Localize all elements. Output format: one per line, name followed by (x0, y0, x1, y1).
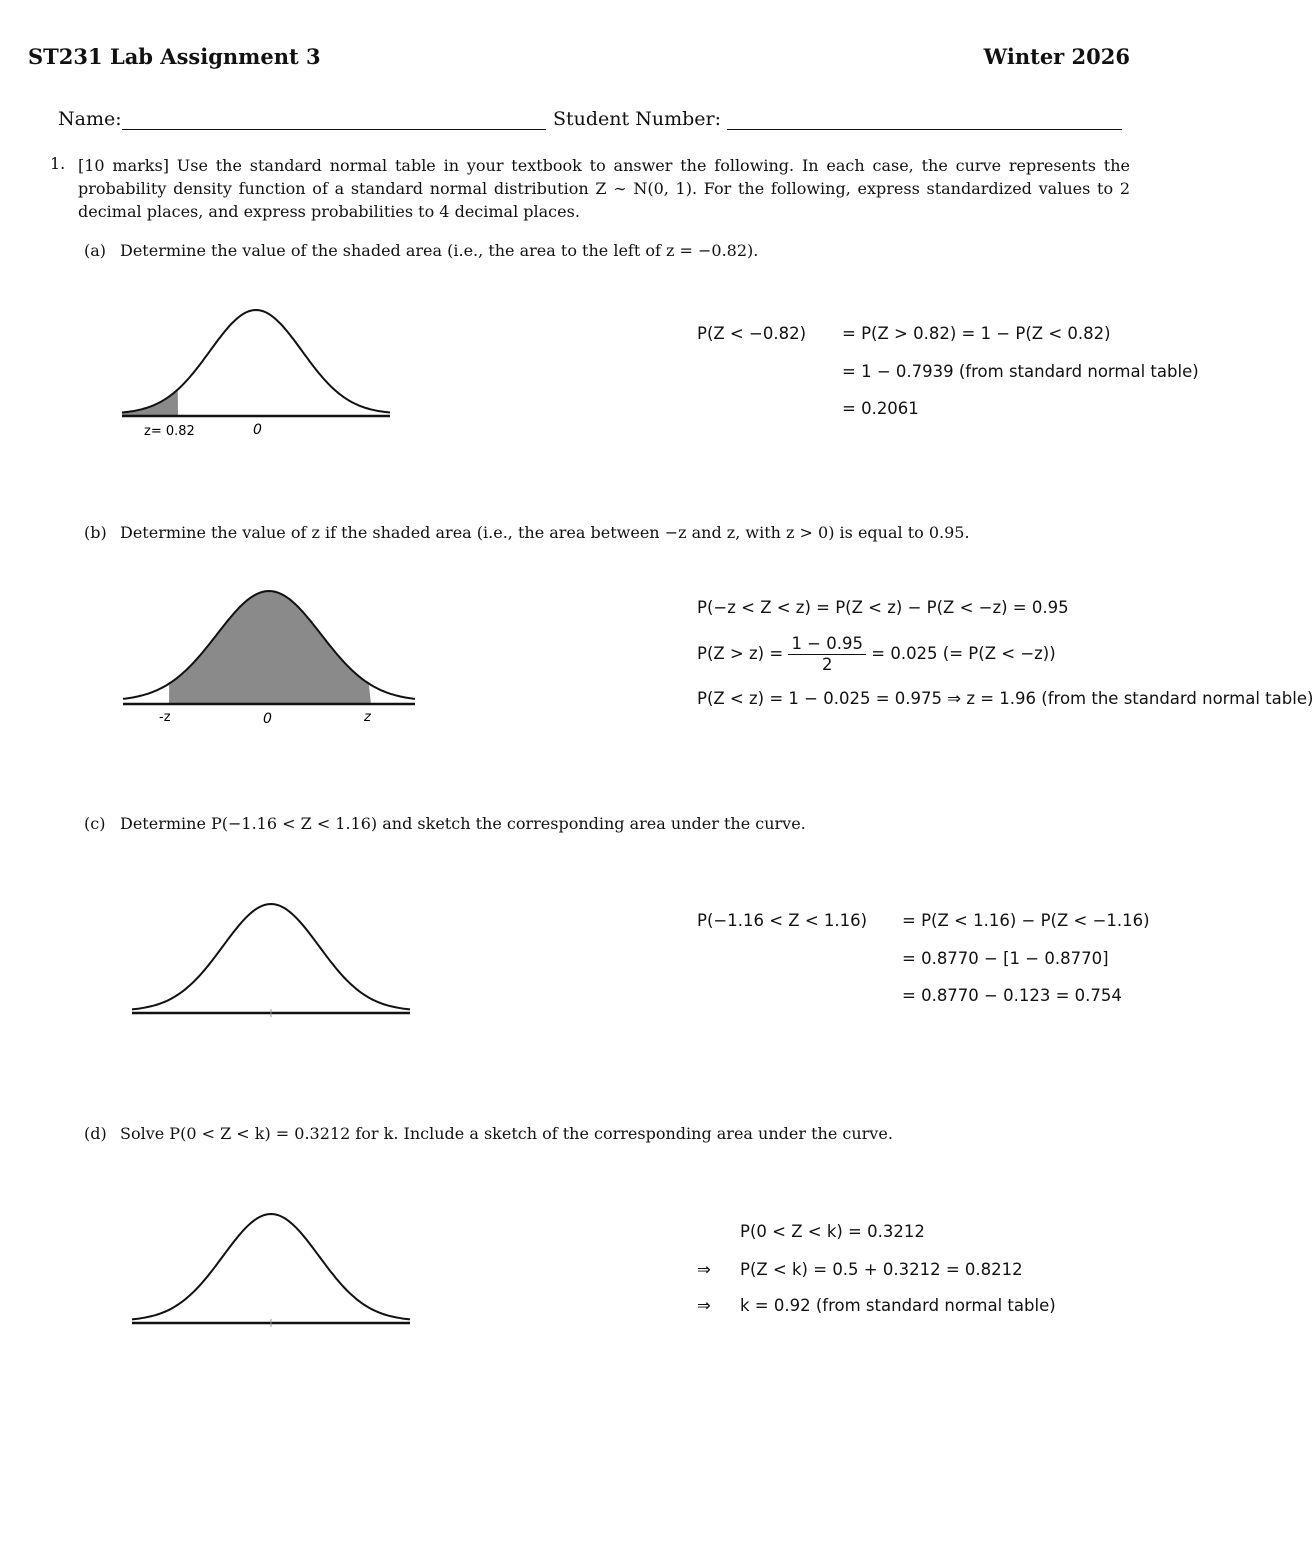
part-a-solution-line1: = P(Z > 0.82) = 1 − P(Z < 0.82) (842, 324, 1111, 343)
part-a-curve (122, 310, 390, 413)
part-b-line2-lhs: P(Z > z) = (697, 644, 784, 663)
part-b-label: (b) (84, 523, 107, 542)
part-d-normal-curve (125, 1205, 420, 1335)
part-a-solution-line2: = 1 − 0.7939 (from standard normal table) (842, 362, 1199, 381)
part-b-neg-z-label: -z (159, 710, 171, 725)
part-d-arrow-2: ⇒ (697, 1296, 711, 1315)
part-d-arrow-1: ⇒ (697, 1260, 711, 1279)
name-label: Name: (58, 108, 122, 130)
part-d-solution-line1: P(0 < Z < k) = 0.3212 (740, 1222, 925, 1241)
question-text: [10 marks] Use the standard normal table in your textbook to answer the following. In each case, the curve represents the probability density function of a standard normal distribution Z ∼ N(0, 1). For the following, express standardized values to 2 decimal places, and express probabilities to 4 decimal places. (78, 156, 1130, 221)
part-a-zero-label: 0 (253, 422, 262, 438)
student-number-blank-line[interactable] (727, 129, 1122, 130)
part-a-z-label: z= 0.82 (144, 424, 195, 439)
term-label: Winter 2026 (983, 44, 1130, 69)
part-b-pos-z-label: z (364, 710, 371, 725)
part-a-solution-line3: = 0.2061 (842, 399, 919, 418)
part-b-prompt: Determine the value of z if the shaded area (i.e., the area between −z and z, with z > 0) is equal to 0.95. (120, 523, 970, 542)
part-b-line2-rhs: = 0.025 (= P(Z < −z)) (871, 644, 1056, 663)
part-a-solution-lhs: P(Z < −0.82) (697, 324, 807, 343)
part-d-prompt: Solve P(0 < Z < k) = 0.3212 for k. Include a sketch of the corresponding area under the curve. (120, 1124, 893, 1143)
part-d-solution-line3: k = 0.92 (from standard normal table) (740, 1296, 1056, 1315)
part-a-prompt: Determine the value of the shaded area (i.e., the area to the left of z = −0.82). (120, 241, 759, 260)
part-b-shaded-area (169, 591, 371, 704)
part-c-label: (c) (84, 814, 106, 833)
part-d-curve (132, 1214, 410, 1319)
part-c-solution-line2: = 0.8770 − [1 − 0.8770] (902, 949, 1109, 968)
part-b-zero-label: 0 (263, 711, 272, 727)
part-b-solution-line1: P(−z < Z < z) = P(Z < z) − P(Z < −z) = 0.95 (697, 598, 1069, 617)
part-b-fraction-numerator: 1 − 0.95 (788, 634, 866, 655)
part-b-solution-line3: P(Z < z) = 1 − 0.025 = 0.975 ⇒ z = 1.96 (from the standard normal table) (697, 689, 1313, 708)
part-c-solution-line3: = 0.8770 − 0.123 = 0.754 (902, 986, 1122, 1005)
document-title: ST231 Lab Assignment 3 (28, 44, 321, 69)
part-c-solution-lhs: P(−1.16 < Z < 1.16) (697, 911, 868, 930)
part-b-normal-curve (115, 580, 425, 730)
part-a-normal-curve (110, 295, 410, 445)
part-d-solution-line2: P(Z < k) = 0.5 + 0.3212 = 0.8212 (740, 1260, 1023, 1279)
part-b-solution-line2 (697, 634, 1056, 675)
student-number-label: Student Number: (553, 108, 721, 130)
question-number: 1. (50, 154, 66, 173)
part-c-solution-line1: = P(Z < 1.16) − P(Z < −1.16) (902, 911, 1150, 930)
part-a-label: (a) (84, 241, 107, 260)
name-blank-line[interactable] (122, 129, 546, 130)
part-b-fraction (788, 634, 866, 675)
part-d-label: (d) (84, 1124, 107, 1143)
part-c-normal-curve (125, 895, 420, 1025)
part-c-curve (132, 904, 410, 1009)
part-b-fraction-denominator: 2 (821, 655, 833, 674)
part-c-prompt: Determine P(−1.16 < Z < 1.16) and sketch the corresponding area under the curve. (120, 814, 806, 833)
